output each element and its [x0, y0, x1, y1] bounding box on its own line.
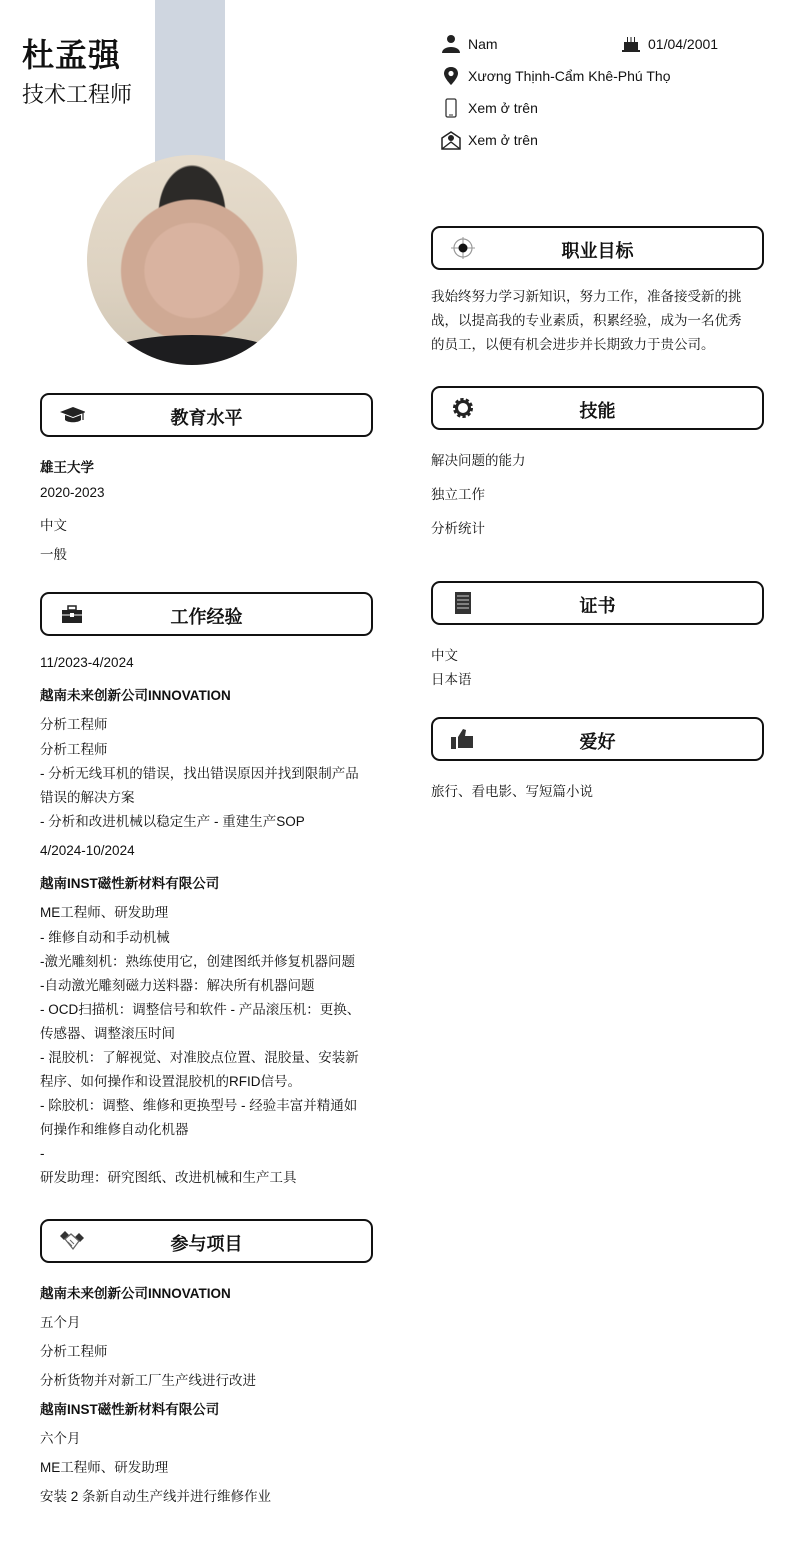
accent-band	[155, 0, 225, 170]
section-header-hobbies	[431, 717, 764, 761]
education-grade: 一般	[40, 547, 67, 562]
objective-line: 的员工，以便有机会进步并长期致力于贵公司。	[431, 337, 715, 352]
hobbies-text: 旅行、看电影、写短篇小说	[431, 784, 593, 799]
section-header-experience	[40, 592, 373, 636]
contact-phone	[441, 97, 538, 119]
objective-line: 战，以提高我的专业素质，积累经验，成为一名优秀	[431, 313, 742, 328]
contact-gender	[441, 33, 498, 55]
job-detail-line: -激光雕刻机：熟练使用它，创建图纸并修复机器问题	[40, 954, 355, 969]
section-title: 教育水平	[170, 408, 243, 428]
address-value: Xương Thịnh-Cẩm Khê-Phú Thọ	[468, 68, 671, 84]
job-detail-line: - 混胶机：了解视觉、对准胶点位置、混胶量、安装新	[40, 1050, 359, 1065]
skill-item: 独立工作	[431, 487, 485, 502]
section-title: 工作经验	[170, 607, 243, 627]
project-duration: 五个月	[40, 1315, 81, 1330]
section-title: 爱好	[579, 732, 616, 752]
section-title: 技能	[579, 401, 616, 421]
objective-text	[431, 285, 771, 357]
job-detail-line: 分析工程师	[40, 742, 108, 757]
job-company: 越南未来创新公司INNOVATION	[40, 688, 231, 703]
candidate-name: 杜孟强	[22, 37, 122, 73]
education-major: 中文	[40, 518, 67, 533]
project-description: 分析货物并对新工厂生产线进行改进	[40, 1373, 256, 1388]
section-header-education	[40, 393, 373, 437]
contact-address	[441, 65, 670, 87]
job-detail-line: -自动激光雕刻磁力送料器：解决所有机器问题	[40, 978, 315, 993]
section-header-certificates	[431, 581, 764, 625]
objective-line: 我始终努力学习新知识，努力工作，准备接受新的挑	[431, 289, 742, 304]
job-period: 11/2023-4/2024	[40, 655, 134, 670]
section-title: 参与项目	[170, 1234, 243, 1254]
gender-value: Nam	[468, 36, 498, 52]
job-detail-line: 何操作和维修自动化机器	[40, 1122, 189, 1137]
contact-birthdate	[621, 33, 718, 55]
birthdate-value: 01/04/2001	[648, 36, 719, 52]
job-details	[40, 738, 380, 834]
user-icon	[441, 34, 461, 54]
section-title: 职业目标	[561, 241, 634, 261]
job-detail-line: - OCD扫描机：调整信号和软件 - 产品滚压机：更换、	[40, 1002, 361, 1017]
job-detail-line: 传感器、调整滚压时间	[40, 1026, 175, 1041]
project-role: 分析工程师	[40, 1344, 108, 1359]
job-detail-line: - 分析和改进机械以稳定生产 - 重建生产SOP	[40, 814, 305, 829]
phone-icon	[441, 98, 461, 118]
job-company: 越南INST磁性新材料有限公司	[40, 876, 220, 891]
job-position: ME工程师、研发助理	[40, 905, 169, 920]
certificate-item: 日本语	[431, 672, 472, 687]
job-detail-line: -	[40, 1146, 45, 1161]
skill-item: 分析统计	[431, 521, 485, 536]
section-header-skills	[431, 386, 764, 430]
job-detail-line: 错误的解决方案	[40, 790, 135, 805]
school-name: 雄王大学	[40, 460, 94, 475]
project-company: 越南未来创新公司INNOVATION	[40, 1286, 231, 1301]
section-header-objective	[431, 226, 764, 270]
job-detail-line: 研发助理：研究图纸、改进机械和生产工具	[40, 1170, 297, 1185]
birthday-cake-icon	[621, 34, 641, 54]
job-position: 分析工程师	[40, 717, 108, 732]
envelope-icon	[441, 130, 461, 150]
certificate-item: 中文	[431, 648, 458, 663]
phone-value: Xem ở trên	[468, 100, 538, 116]
job-details	[40, 926, 380, 1190]
education-years: 2020-2023	[40, 485, 105, 500]
contact-email	[441, 129, 538, 151]
project-duration: 六个月	[40, 1431, 81, 1446]
skill-item: 解决问题的能力	[431, 453, 526, 468]
job-detail-line: - 分析无线耳机的错误，找出错误原因并找到限制产品	[40, 766, 359, 781]
map-pin-icon	[441, 66, 461, 86]
email-value: Xem ở trên	[468, 132, 538, 148]
project-role: ME工程师、研发助理	[40, 1460, 169, 1475]
job-detail-line: - 除胶机：调整、维修和更换型号 - 经验丰富并精通如	[40, 1098, 358, 1113]
job-detail-line: 程序、如何操作和设置混胶机的RFID信号。	[40, 1074, 301, 1089]
project-company: 越南INST磁性新材料有限公司	[40, 1402, 220, 1417]
project-description: 安装 2 条新自动生产线并进行维修作业	[40, 1489, 272, 1504]
job-title: 技术工程师	[22, 82, 133, 107]
profile-photo	[87, 155, 297, 365]
section-header-projects	[40, 1219, 373, 1263]
section-title: 证书	[579, 596, 616, 616]
job-period: 4/2024-10/2024	[40, 843, 135, 858]
job-detail-line: - 维修自动和手动机械	[40, 930, 170, 945]
